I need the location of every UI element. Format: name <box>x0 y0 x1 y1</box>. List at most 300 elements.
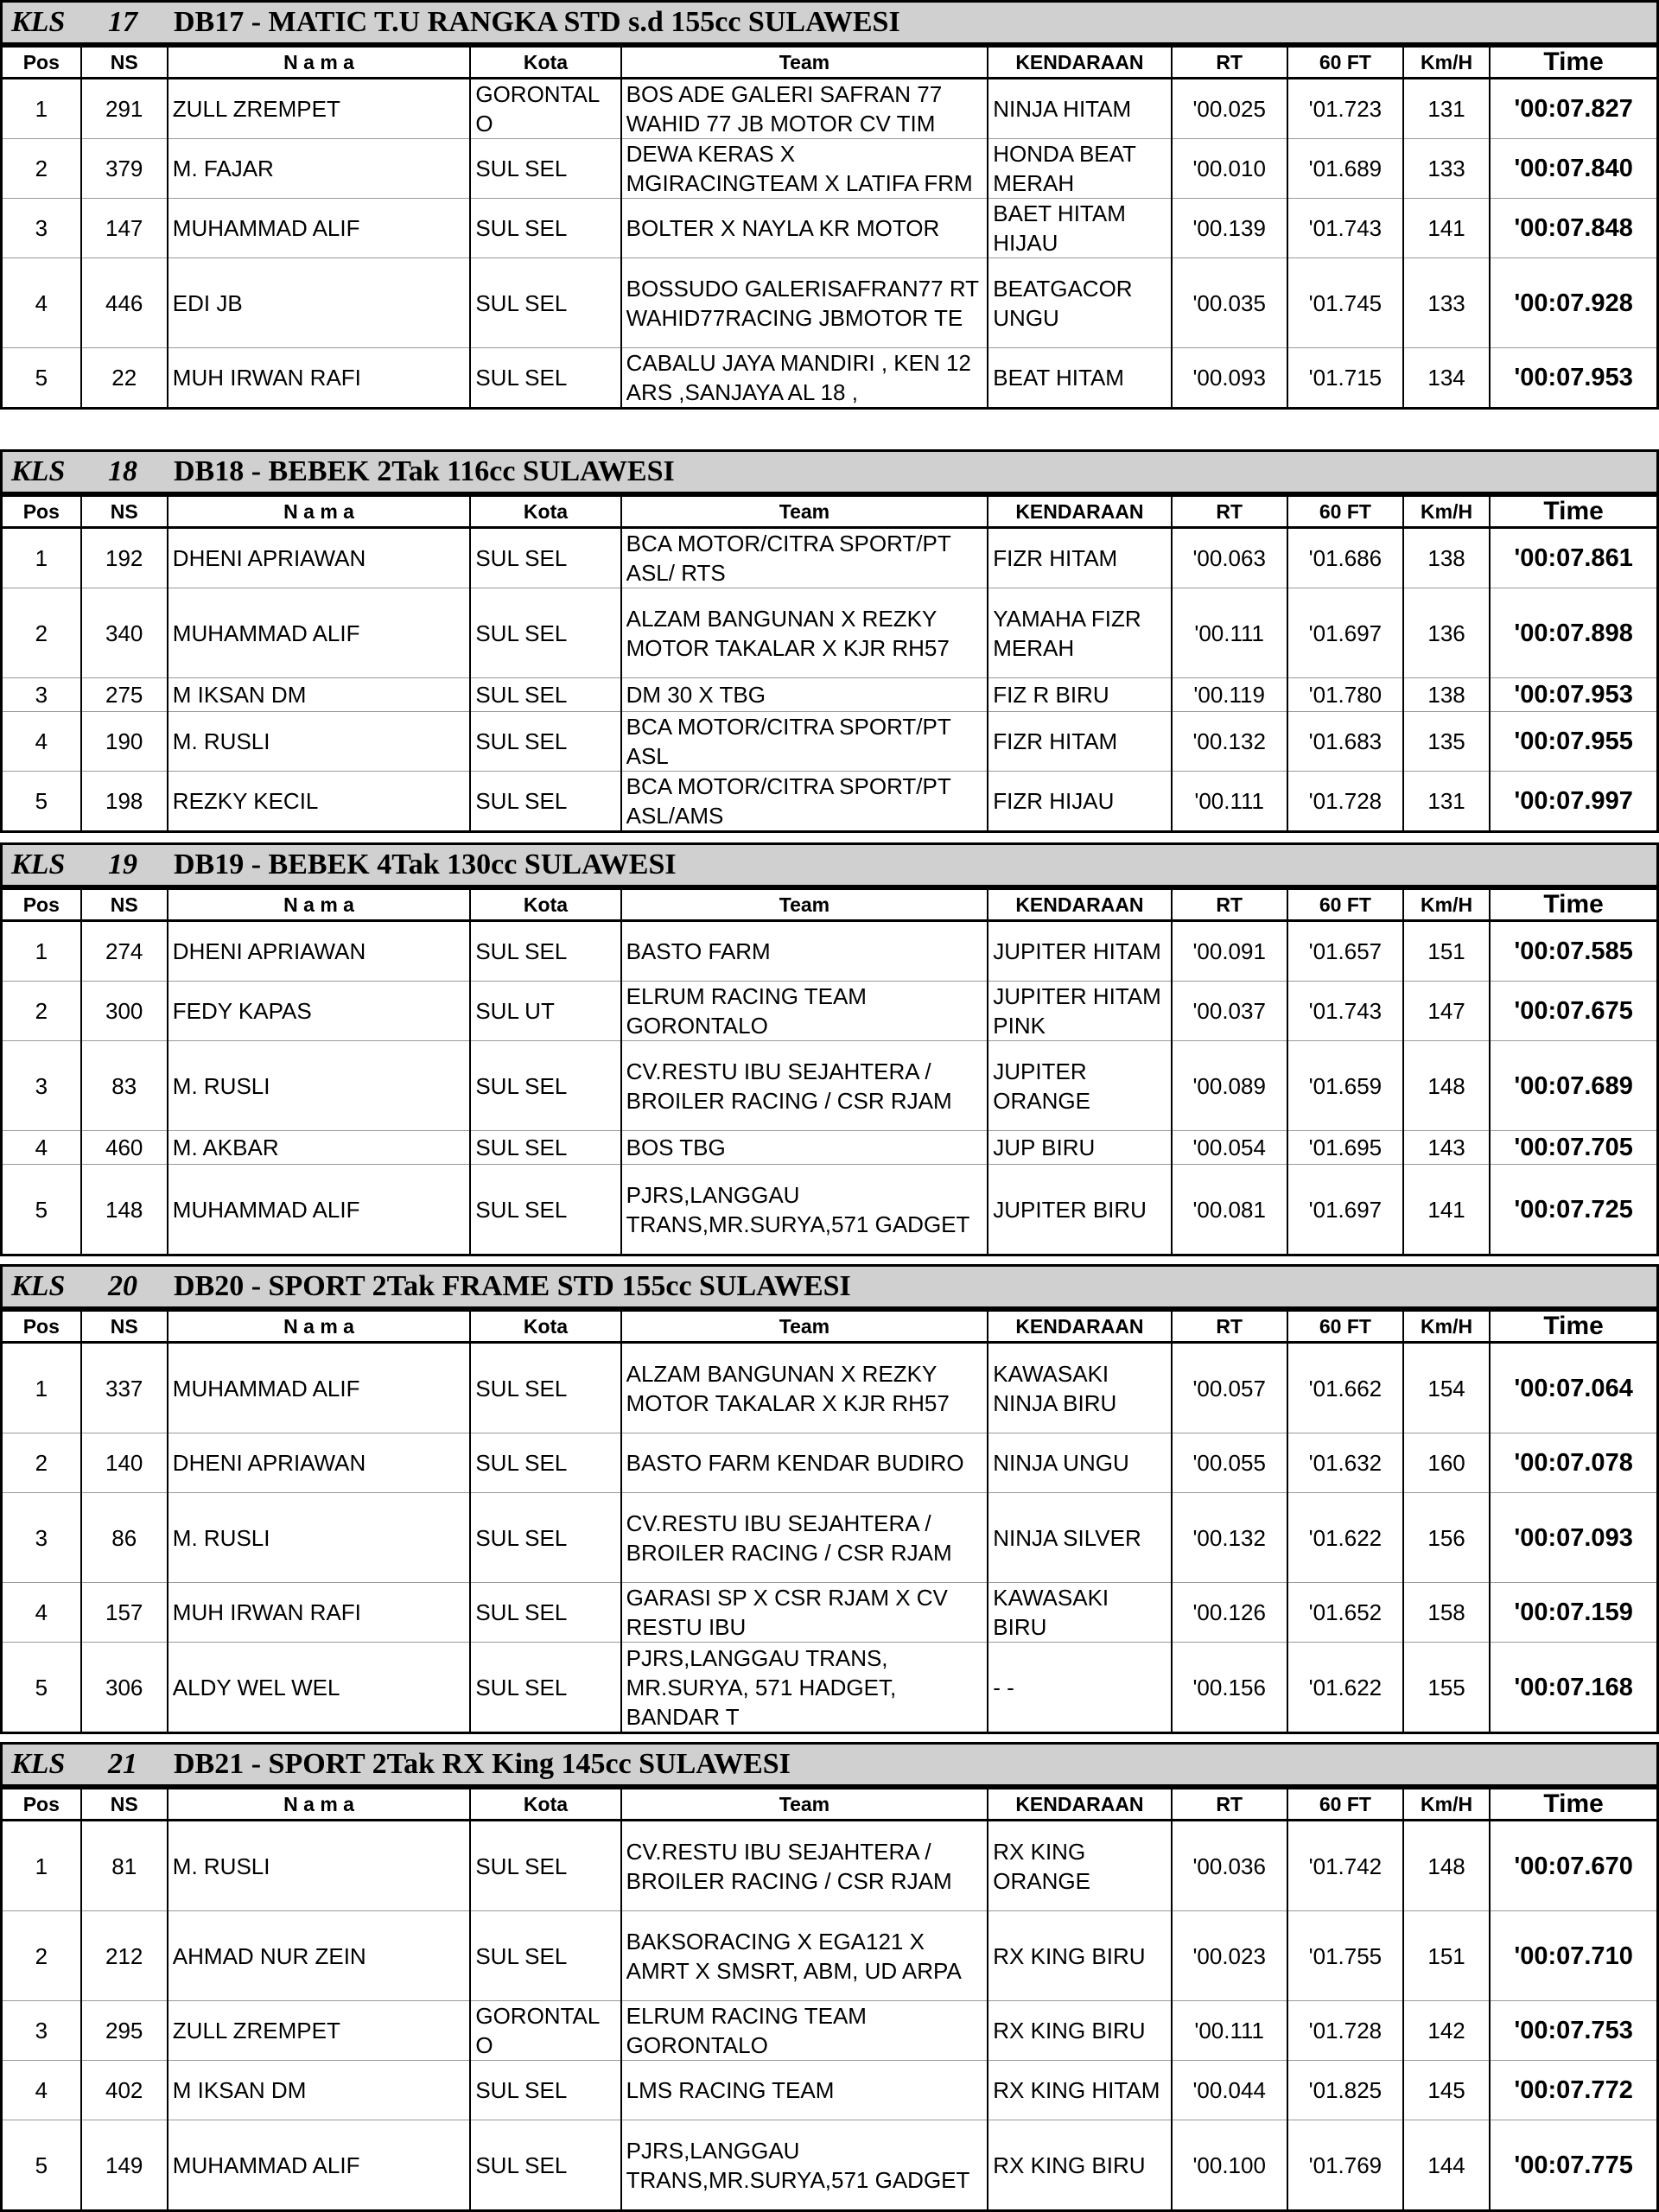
team-cell-text: BAKSORACING X EGA121 X AMRT X SMSRT, ABM, UD ARPA <box>626 1928 962 1984</box>
class-title: DB18 - BEBEK 2Tak 116cc SULAWESI <box>174 455 675 487</box>
nama-cell <box>168 258 471 348</box>
60ft-cell-text: '01.745 <box>1308 289 1382 316</box>
team-cell <box>621 1821 988 1911</box>
kendaraan-cell <box>988 199 1171 258</box>
ns-cell <box>81 772 168 832</box>
ns-cell-text: 157 <box>105 1599 143 1625</box>
60ft-cell-text: '01.728 <box>1308 2018 1382 2044</box>
kendaraan-header: KENDARAAN <box>988 1311 1171 1343</box>
team-cell <box>621 1493 988 1583</box>
kendaraan-cell <box>988 1911 1171 2001</box>
ns-cell <box>81 678 168 712</box>
kota-cell-text: SUL SEL <box>475 289 568 316</box>
kls-number: 21 <box>108 1748 137 1780</box>
ns-cell-text: 402 <box>105 2077 143 2103</box>
time-cell-text: '00:07.585 <box>1514 938 1633 965</box>
pos-cell-text: 1 <box>35 1853 48 1879</box>
rt-cell <box>1172 2061 1287 2120</box>
nama-cell-text: M. RUSLI <box>172 1524 270 1551</box>
kota-cell <box>470 139 620 199</box>
pos-cell-text: 3 <box>35 1524 48 1551</box>
time-cell-text: '00:07.772 <box>1514 2076 1633 2104</box>
time-cell <box>1490 2061 1657 2120</box>
nama-cell-text: M. RUSLI <box>172 1072 270 1099</box>
class-header <box>0 842 1659 887</box>
kendaraan-cell <box>988 1583 1171 1643</box>
kendaraan-cell-text: NINJA HITAM <box>993 96 1132 122</box>
rt-cell <box>1172 2001 1287 2061</box>
kota-cell-text: SUL SEL <box>475 1196 568 1223</box>
rt-cell-text: '00.054 <box>1192 1135 1266 1160</box>
rt-cell <box>1172 921 1287 982</box>
time-cell-text: '00:07.093 <box>1514 1523 1633 1552</box>
kmh-cell-text: 156 <box>1427 1524 1465 1551</box>
kota-cell <box>470 348 620 409</box>
nama-cell-text: ZULL ZREMPET <box>172 2018 340 2044</box>
rt-cell-text: '00.119 <box>1193 682 1265 708</box>
ns-cell <box>81 712 168 772</box>
rt-cell-text: '00.023 <box>1192 1942 1266 1969</box>
kota-cell <box>470 1041 620 1131</box>
rt-cell-text: '00.089 <box>1192 1072 1266 1099</box>
ns-cell-text: 190 <box>105 728 143 754</box>
ns-cell <box>81 2061 168 2120</box>
kendaraan-cell <box>988 1131 1171 1165</box>
60ft-cell-text: '01.715 <box>1308 365 1382 391</box>
rt-header: RT <box>1172 1789 1287 1821</box>
ns-cell-text: 379 <box>105 156 143 181</box>
60ft-cell-text: '01.689 <box>1308 156 1382 181</box>
kendaraan-cell-text: JUPITER HITAM PINK <box>993 983 1161 1039</box>
team-cell <box>621 528 988 588</box>
time-header: Time <box>1490 496 1657 528</box>
kota-cell <box>470 1131 620 1165</box>
time-cell <box>1490 2120 1657 2211</box>
time-cell <box>1490 1911 1657 2001</box>
kls-label: KLS <box>11 455 66 487</box>
kota-cell-text: SUL SEL <box>475 215 568 241</box>
kmh-cell <box>1403 2120 1490 2211</box>
60ft-cell-text: '01.622 <box>1308 1674 1382 1700</box>
kota-cell <box>470 712 620 772</box>
kmh-cell-text: 143 <box>1427 1135 1465 1160</box>
pos-cell <box>2 258 81 348</box>
team-cell-text: CV.RESTU IBU SEJAHTERA / BROILER RACING / CSR RJAM <box>626 1838 952 1894</box>
60ft-header: 60 FT <box>1287 889 1403 921</box>
kmh-cell-text: 141 <box>1427 215 1465 241</box>
ns-cell <box>81 982 168 1041</box>
kendaraan-cell <box>988 139 1171 199</box>
kmh-cell <box>1403 1583 1490 1643</box>
ns-cell-text: 306 <box>105 1674 143 1700</box>
kmh-cell <box>1403 1131 1490 1165</box>
60ft-cell-text: '01.659 <box>1308 1072 1382 1099</box>
60ft-cell <box>1287 1643 1403 1733</box>
pos-cell <box>2 1821 81 1911</box>
time-cell <box>1490 982 1657 1041</box>
kmh-cell <box>1403 588 1490 678</box>
pos-cell <box>2 348 81 409</box>
nama-cell <box>168 772 471 832</box>
rt-header: RT <box>1172 47 1287 79</box>
rt-cell-text: '00.132 <box>1192 1524 1266 1551</box>
team-header: Team <box>621 1311 988 1343</box>
kendaraan-cell <box>988 772 1171 832</box>
kota-cell <box>470 1583 620 1643</box>
60ft-cell <box>1287 1821 1403 1911</box>
pos-cell-text: 2 <box>35 1450 48 1476</box>
60ft-cell <box>1287 2120 1403 2211</box>
60ft-cell <box>1287 1493 1403 1583</box>
ns-cell-text: 149 <box>105 2152 143 2178</box>
kls-label: KLS <box>11 849 66 880</box>
rt-cell <box>1172 1131 1287 1165</box>
team-cell <box>621 1041 988 1131</box>
rt-cell <box>1172 79 1287 139</box>
kota-cell-text: SUL SEL <box>475 365 568 391</box>
kmh-cell-text: 154 <box>1427 1375 1465 1402</box>
ns-cell <box>81 1583 168 1643</box>
kmh-cell-text: 145 <box>1427 2077 1465 2103</box>
nama-cell <box>168 1493 471 1583</box>
nama-cell-text: FEDY KAPAS <box>172 998 312 1024</box>
rt-cell-text: '00.044 <box>1192 2077 1266 2103</box>
kota-cell-text: GORONTALO <box>475 81 601 137</box>
ns-cell <box>81 1643 168 1733</box>
nama-cell-text: MUHAMMAD ALIF <box>172 620 360 646</box>
ns-cell-text: 212 <box>105 1942 143 1969</box>
ns-cell-text: 198 <box>105 788 143 814</box>
60ft-cell-text: '01.825 <box>1308 2077 1382 2103</box>
60ft-cell <box>1287 258 1403 348</box>
rt-cell <box>1172 348 1287 409</box>
kota-cell <box>470 258 620 348</box>
team-cell-text: PJRS,LANGGAU TRANS,MR.SURYA,571 GADGET <box>626 2137 970 2193</box>
60ft-cell <box>1287 2061 1403 2120</box>
time-cell-text: '00:07.997 <box>1514 787 1633 815</box>
table-row <box>2 2061 1658 2120</box>
60ft-cell-text: '01.652 <box>1308 1599 1382 1625</box>
time-cell <box>1490 1433 1657 1493</box>
60ft-cell-text: '01.662 <box>1308 1375 1382 1402</box>
team-cell <box>621 1165 988 1255</box>
ns-cell <box>81 921 168 982</box>
kendaraan-cell-text: JUP BIRU <box>993 1135 1096 1160</box>
rt-header: RT <box>1172 496 1287 528</box>
nama-cell-text: MUH IRWAN RAFI <box>172 365 361 391</box>
kmh-cell <box>1403 2001 1490 2061</box>
pos-cell-text: 3 <box>35 682 48 708</box>
team-cell <box>621 1911 988 2001</box>
kota-cell <box>470 2061 620 2120</box>
rt-cell <box>1172 1433 1287 1493</box>
kendaraan-cell <box>988 1343 1171 1433</box>
time-cell-text: '00:07.710 <box>1514 1942 1633 1970</box>
60ft-cell <box>1287 348 1403 409</box>
60ft-cell <box>1287 982 1403 1041</box>
kmh-cell-text: 151 <box>1427 938 1465 964</box>
ns-cell <box>81 1911 168 2001</box>
kota-cell-text: SUL SEL <box>475 545 568 571</box>
class-title: DB19 - BEBEK 4Tak 130cc SULAWESI <box>174 849 677 880</box>
kendaraan-cell <box>988 1433 1171 1493</box>
table-header-row <box>2 1789 1658 1821</box>
table-header-row <box>2 1311 1658 1343</box>
kendaraan-cell-text: NINJA SILVER <box>993 1524 1141 1551</box>
rt-header: RT <box>1172 889 1287 921</box>
pos-cell-text: 5 <box>35 365 48 391</box>
nama-cell-text: MUH IRWAN RAFI <box>172 1599 361 1625</box>
kendaraan-cell-text: BAET HITAM HIJAU <box>993 200 1126 256</box>
kmh-cell-text: 134 <box>1427 365 1465 391</box>
kmh-cell <box>1403 79 1490 139</box>
time-cell <box>1490 588 1657 678</box>
pos-cell <box>2 528 81 588</box>
team-cell <box>621 79 988 139</box>
kendaraan-cell <box>988 712 1171 772</box>
team-cell-text: CV.RESTU IBU SEJAHTERA / BROILER RACING / CSR RJAM <box>626 1058 952 1114</box>
rt-cell-text: '00.010 <box>1192 156 1266 181</box>
pos-header: Pos <box>2 1311 81 1343</box>
rt-cell <box>1172 199 1287 258</box>
kota-cell <box>470 1911 620 2001</box>
team-cell-text: LMS RACING TEAM <box>626 2077 835 2103</box>
kendaraan-cell <box>988 2120 1171 2211</box>
nama-cell <box>168 348 471 409</box>
kendaraan-cell-text: FIZR HIJAU <box>993 788 1115 814</box>
kmh-cell-text: 138 <box>1427 545 1465 571</box>
ns-cell-text: 140 <box>105 1450 143 1476</box>
team-cell <box>621 588 988 678</box>
rt-cell-text: '00.156 <box>1192 1674 1266 1700</box>
60ft-cell <box>1287 678 1403 712</box>
60ft-cell-text: '01.697 <box>1308 1196 1382 1223</box>
60ft-cell-text: '01.695 <box>1308 1135 1382 1160</box>
time-cell <box>1490 1493 1657 1583</box>
team-cell-text: ELRUM RACING TEAM GORONTALO <box>626 2003 867 2058</box>
table-row <box>2 1343 1658 1433</box>
60ft-cell-text: '01.743 <box>1308 998 1382 1024</box>
kmh-header: Km/H <box>1403 1311 1490 1343</box>
nama-cell-text: MUHAMMAD ALIF <box>172 2152 360 2178</box>
kmh-cell <box>1403 982 1490 1041</box>
60ft-cell-text: '01.769 <box>1308 2152 1382 2178</box>
time-cell <box>1490 921 1657 982</box>
rt-cell-text: '00.063 <box>1192 545 1266 571</box>
class-header <box>0 0 1659 45</box>
pos-cell-text: 4 <box>35 1135 48 1160</box>
nama-header: N a m a <box>168 1789 471 1821</box>
kmh-cell <box>1403 921 1490 982</box>
team-cell-text: BOLTER X NAYLA KR MOTOR <box>626 215 940 241</box>
ns-cell-text: 340 <box>105 620 143 646</box>
kmh-cell <box>1403 2061 1490 2120</box>
kota-cell <box>470 1493 620 1583</box>
rt-cell <box>1172 1343 1287 1433</box>
kmh-cell <box>1403 1343 1490 1433</box>
kota-cell-text: SUL UT <box>475 998 555 1024</box>
nama-cell <box>168 1041 471 1131</box>
kendaraan-header: KENDARAAN <box>988 1789 1171 1821</box>
nama-header: N a m a <box>168 47 471 79</box>
rt-cell-text: '00.055 <box>1192 1450 1266 1476</box>
table-row <box>2 2001 1658 2061</box>
nama-cell <box>168 2120 471 2211</box>
team-cell-text: ALZAM BANGUNAN X REZKY MOTOR TAKALAR X KJR RH57 <box>626 1360 950 1416</box>
kmh-cell <box>1403 678 1490 712</box>
nama-cell <box>168 1343 471 1433</box>
class-header <box>0 449 1659 494</box>
nama-cell <box>168 982 471 1041</box>
ns-cell-text: 274 <box>105 938 143 964</box>
60ft-cell-text: '01.743 <box>1308 215 1382 241</box>
time-cell-text: '00:07.861 <box>1514 544 1633 572</box>
60ft-header: 60 FT <box>1287 47 1403 79</box>
team-cell <box>621 2061 988 2120</box>
kmh-cell-text: 133 <box>1427 289 1465 316</box>
kmh-cell <box>1403 1433 1490 1493</box>
nama-cell <box>168 79 471 139</box>
time-cell <box>1490 1821 1657 1911</box>
60ft-cell-text: '01.683 <box>1308 728 1382 754</box>
kendaraan-cell <box>988 348 1171 409</box>
kmh-cell <box>1403 772 1490 832</box>
ns-cell-text: 291 <box>105 96 143 122</box>
nama-cell-text: ZULL ZREMPET <box>172 96 340 122</box>
kendaraan-header: KENDARAAN <box>988 889 1171 921</box>
pos-cell <box>2 1433 81 1493</box>
kendaraan-cell-text: HONDA BEAT MERAH <box>993 141 1136 196</box>
kmh-cell <box>1403 1821 1490 1911</box>
class-title: DB17 - MATIC T.U RANGKA STD s.d 155cc SULAWESI <box>174 6 900 38</box>
rt-cell <box>1172 528 1287 588</box>
pos-cell <box>2 1041 81 1131</box>
time-cell-text: '00:07.168 <box>1514 1673 1633 1701</box>
kota-cell-text: SUL SEL <box>475 1450 568 1476</box>
kmh-cell-text: 144 <box>1427 2152 1465 2178</box>
nama-cell-text: AHMAD NUR ZEIN <box>172 1942 366 1969</box>
class-header <box>0 1264 1659 1309</box>
60ft-cell-text: '01.723 <box>1308 96 1382 122</box>
team-cell-text: CV.RESTU IBU SEJAHTERA / BROILER RACING / CSR RJAM <box>626 1510 952 1566</box>
team-cell <box>621 1583 988 1643</box>
kmh-cell <box>1403 1165 1490 1255</box>
team-cell-text: BCA MOTOR/CITRA SPORT/PT ASL/AMS <box>626 773 951 829</box>
table-row <box>2 1911 1658 2001</box>
time-cell-text: '00:07.955 <box>1514 728 1633 755</box>
kls-number: 20 <box>108 1270 137 1302</box>
class-title: DB21 - SPORT 2Tak RX King 145cc SULAWESI <box>174 1748 791 1780</box>
table-row <box>2 921 1658 982</box>
pos-cell-text: 1 <box>35 545 48 571</box>
table-header-row <box>2 889 1658 921</box>
60ft-cell-text: '01.742 <box>1308 1853 1382 1879</box>
pos-cell <box>2 1493 81 1583</box>
pos-cell-text: 5 <box>35 2152 48 2178</box>
pos-cell <box>2 1343 81 1433</box>
time-header: Time <box>1490 1789 1657 1821</box>
team-cell-text: CABALU JAYA MANDIRI , KEN 12 ARS ,SANJAYA AL 18 , <box>626 350 971 405</box>
team-cell-text: ALZAM BANGUNAN X REZKY MOTOR TAKALAR X KJR RH57 <box>626 605 950 661</box>
nama-header: N a m a <box>168 889 471 921</box>
60ft-cell <box>1287 1583 1403 1643</box>
kmh-header: Km/H <box>1403 1789 1490 1821</box>
nama-cell-text: DHENI APRIAWAN <box>172 938 366 964</box>
rt-cell-text: '00.139 <box>1192 215 1266 241</box>
60ft-cell-text: '01.728 <box>1308 788 1382 814</box>
kota-cell-text: SUL SEL <box>475 788 568 814</box>
kendaraan-cell <box>988 79 1171 139</box>
table-row <box>2 1433 1658 1493</box>
ns-cell-text: 147 <box>105 215 143 241</box>
table-row <box>2 258 1658 348</box>
nama-cell <box>168 1643 471 1733</box>
table-row <box>2 1131 1658 1165</box>
pos-cell <box>2 2001 81 2061</box>
kls-number: 18 <box>108 455 137 487</box>
table-row <box>2 982 1658 1041</box>
time-cell <box>1490 79 1657 139</box>
pos-cell <box>2 921 81 982</box>
kota-cell-text: SUL SEL <box>475 938 568 964</box>
kota-cell <box>470 921 620 982</box>
time-cell-text: '00:07.775 <box>1514 2151 1633 2179</box>
nama-cell-text: REZKY KECIL <box>172 788 319 814</box>
rt-cell-text: '00.111 <box>1194 788 1265 814</box>
team-cell <box>621 139 988 199</box>
60ft-cell-text: '01.686 <box>1308 545 1382 571</box>
nama-cell <box>168 1433 471 1493</box>
pos-cell <box>2 1583 81 1643</box>
kendaraan-cell-text: RX KING HITAM <box>993 2077 1160 2103</box>
time-cell <box>1490 1165 1657 1255</box>
nama-cell-text: M IKSAN DM <box>172 682 307 708</box>
60ft-cell <box>1287 79 1403 139</box>
kmh-cell <box>1403 348 1490 409</box>
kmh-cell-text: 141 <box>1427 1196 1465 1223</box>
kendaraan-cell <box>988 2001 1171 2061</box>
60ft-header: 60 FT <box>1287 496 1403 528</box>
kota-cell-text: SUL SEL <box>475 1375 568 1402</box>
pos-cell-text: 3 <box>35 1072 48 1099</box>
time-header: Time <box>1490 1311 1657 1343</box>
team-cell <box>621 1643 988 1733</box>
kendaraan-cell-text: RX KING BIRU <box>993 2152 1146 2178</box>
table-row <box>2 348 1658 409</box>
pos-cell <box>2 772 81 832</box>
results-table <box>0 1787 1659 2212</box>
kota-cell <box>470 1165 620 1255</box>
kendaraan-cell <box>988 1041 1171 1131</box>
60ft-cell-text: '01.780 <box>1308 682 1382 708</box>
60ft-cell <box>1287 1131 1403 1165</box>
time-cell-text: '00:07.953 <box>1514 681 1633 709</box>
pos-cell-text: 3 <box>35 215 48 241</box>
team-cell <box>621 678 988 712</box>
table-row <box>2 772 1658 832</box>
kmh-cell <box>1403 712 1490 772</box>
ns-cell-text: 460 <box>105 1135 143 1160</box>
kendaraan-cell-text: RX KING ORANGE <box>993 1838 1090 1894</box>
time-cell-text: '00:07.064 <box>1514 1374 1633 1402</box>
ns-cell-text: 148 <box>105 1196 143 1223</box>
kmh-header: Km/H <box>1403 496 1490 528</box>
ns-cell-text: 81 <box>111 1853 137 1879</box>
kota-cell <box>470 678 620 712</box>
team-cell-text: DEWA KERAS X MGIRACINGTEAM X LATIFA FRM <box>626 141 973 196</box>
rt-cell <box>1172 1643 1287 1733</box>
nama-cell-text: M IKSAN DM <box>172 2077 307 2103</box>
